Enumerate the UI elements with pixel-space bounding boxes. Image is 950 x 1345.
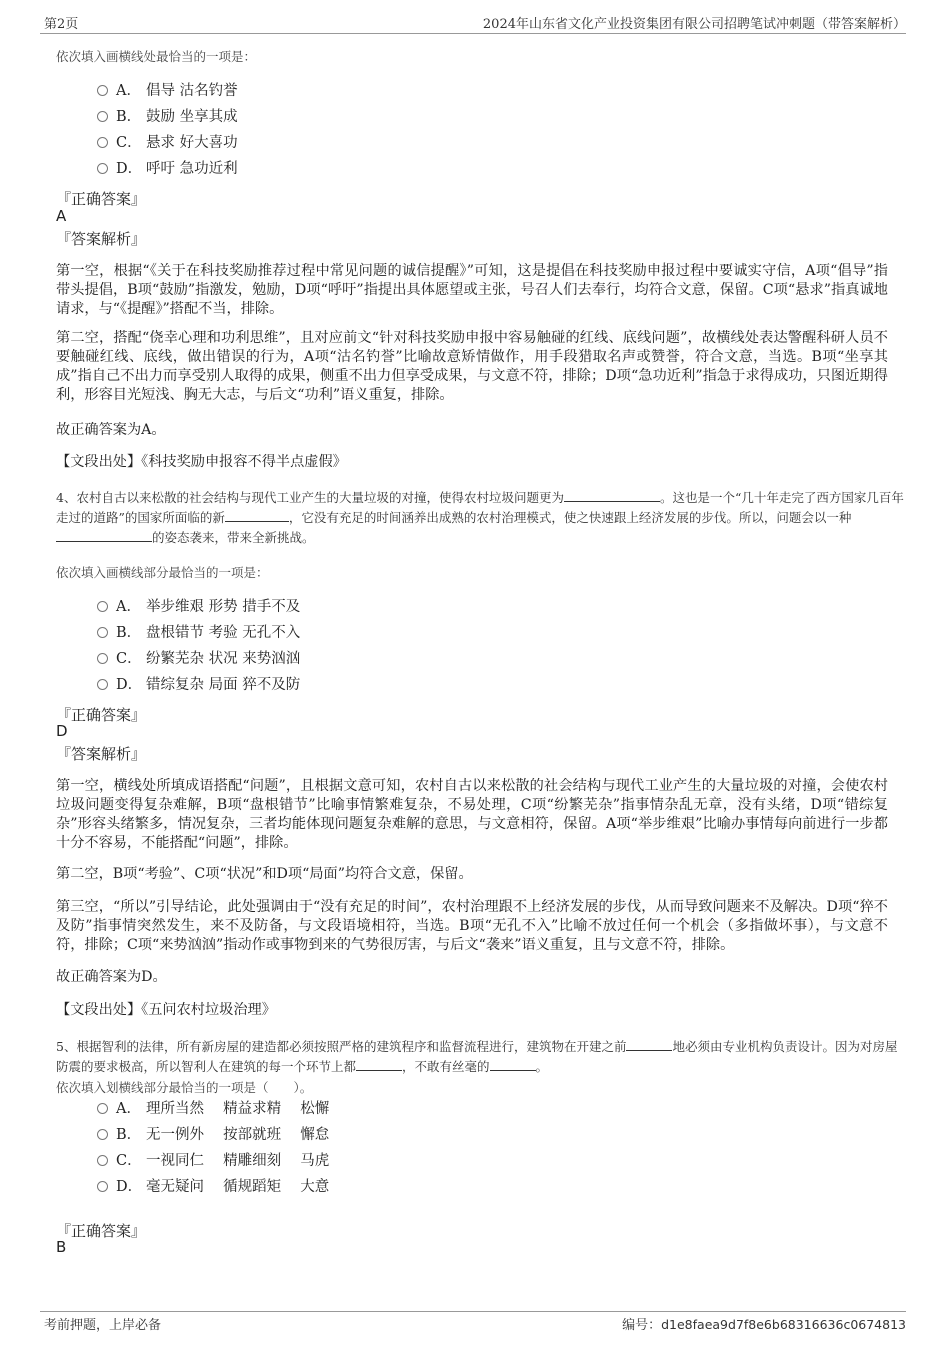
page-number: 第2页: [44, 17, 79, 32]
q4-analysis-para-4: 故正确答案为D。: [56, 969, 167, 985]
radio-icon[interactable]: [97, 85, 108, 96]
q3-answer: A: [56, 207, 67, 225]
q4-analysis-para-3: 第三空，“所以”引导结论，此处强调由于“没有充足的时间”，农村治理跟不上经济发展的步伐，从而导致问题来不及解决。D项“猝不及防”指事情突然发生，来不及防备，与文段语境相符，当选。B项“无孔不入”比喻不放过任何一个机会（多指做坏事），与文意不符，排除；C项“来势汹汹”指动作或事物到来的气势很厉害，与后文“袭来”语义重复，且与文意不符，排除。: [56, 899, 888, 953]
q3-option-c[interactable]: C． 悬求 好大喜功: [97, 132, 238, 154]
blank-line: [56, 529, 152, 542]
q4-option-b[interactable]: B． 盘根错节 考验 无孔不入: [97, 622, 300, 644]
radio-icon[interactable]: [97, 1129, 108, 1140]
q5-prompt: 依次填入划横线部分最恰当的一项是（ ）。: [56, 1080, 313, 1095]
q3-option-d[interactable]: D． 呼吁 急功近利: [97, 158, 238, 180]
radio-icon[interactable]: [97, 601, 108, 612]
answer-label: 『正确答案』: [56, 706, 147, 724]
q3-option-b[interactable]: B． 鼓励 坐享其成: [97, 106, 238, 128]
document-title: 2024年山东省文化产业投资集团有限公司招聘笔试冲刺题（带答案解析）: [482, 17, 906, 32]
radio-icon[interactable]: [97, 1103, 108, 1114]
q3-option-a[interactable]: A． 倡导 沽名钓誉: [97, 80, 238, 102]
blank-line: [490, 1058, 536, 1071]
answer-label: 『正确答案』: [56, 190, 147, 208]
radio-icon[interactable]: [97, 653, 108, 664]
q5-option-d[interactable]: D． 毫无疑问 循规蹈矩 大意: [97, 1176, 329, 1198]
blank-line: [626, 1038, 672, 1051]
q4-analysis-para-2: 第二空，B项“考验”、C项“状况”和D项“局面”均符合文意，保留。: [56, 866, 473, 882]
analysis-label: 『答案解析』: [56, 230, 147, 248]
q3-prompt: 依次填入画横线处最恰当的一项是：: [56, 49, 257, 64]
q4-source: 【文段出处】《五问农村垃圾治理》: [56, 1002, 276, 1018]
q5-answer: B: [56, 1238, 67, 1256]
q3-analysis-para-3: 故正确答案为A。: [56, 422, 166, 438]
q4-analysis-para-1: 第一空，横线处所填成语搭配“问题”，且根据文意可知，农村自古以来松散的社会结构与现代工业产生的大量垃圾的对撞，会使农村垃圾问题变得复杂难解，B项“盘根错节”比喻事情繁难复杂，不易处理，C项“纷繁芜杂”指事情杂乱无章，没有头绪，D项“错综复杂”形容头绪繁多，情况复杂，三者均能体现问题复杂难解的意思，与文意相符，保留。A项“举步维艰”比喻办事情每向前进行一步都十分不容易，不能搭配“问题”，排除。: [56, 778, 888, 851]
q5-option-c[interactable]: C． 一视同仁 精雕细刻 马虎: [97, 1150, 329, 1172]
blank-line: [564, 489, 660, 502]
radio-icon[interactable]: [97, 1181, 108, 1192]
q4-prompt: 依次填入画横线部分最恰当的一项是：: [56, 565, 269, 580]
radio-icon[interactable]: [97, 679, 108, 690]
q3-analysis-para-1: 第一空，根据“《关于在科技奖励推荐过程中常见问题的诚信提醒》”可知，这是提倡在科技奖励申报过程中要诚实守信，A项“倡导”指带头提倡，B项“鼓励”指激发，勉励，D项“呼吁”指提出具体愿望或主张，号召人们去奉行，均符合文意，保留。C项“悬求”指真诚地请求，与“《提醒》”搭配不当，排除。: [56, 263, 888, 317]
q4-answer: D: [56, 722, 68, 740]
footer-divider: [40, 1311, 906, 1312]
q3-analysis-para-2: 第二空，搭配“侥幸心理和功利思维”，且对应前文“针对科技奖励申报中容易触碰的红线、底线问题”，故横线处表达警醒科研人员不要触碰红线、底线，做出错误的行为，A项“沽名钓誉”比喻故意矫情做作，用手段猎取名声或赞誉，符合文意，当选。B项“坐享其成”指自己不出力而享受别人取得的成果，侧重不出力但享受成果，与文意不符，排除；D项“急功近利”指急于求得成功，只图近期得利，形容目光短浅、胸无大志，与后文“功利”语义重复，排除。: [56, 330, 888, 403]
radio-icon[interactable]: [97, 163, 108, 174]
blank-line: [356, 1058, 402, 1071]
radio-icon[interactable]: [97, 137, 108, 148]
radio-icon[interactable]: [97, 627, 108, 638]
q4-stem: 4、农村自古以来松散的社会结构与现代工业产生的大量垃圾的对撞，使得农村垃圾问题更为 。这也是一个“几十年走完了西方国家几百年走过的道路”的国家所面临的新 ，它没有充足的时间涵养出成熟的农村治理模式，使之快速跟上经济发展的步伐。所以，问题会以一种的姿态袭来，带来全新挑战。: [56, 490, 904, 545]
q5-option-a[interactable]: A． 理所当然 精益求精 松懈: [97, 1098, 329, 1120]
analysis-label: 『答案解析』: [56, 745, 147, 763]
radio-icon[interactable]: [97, 111, 108, 122]
blank-line: [225, 509, 289, 522]
header-divider: [40, 33, 906, 34]
footer-slogan: 考前押题，上岸必备: [44, 1318, 162, 1333]
radio-icon[interactable]: [97, 1155, 108, 1166]
q5-option-b[interactable]: B． 无一例外 按部就班 懈怠: [97, 1124, 329, 1146]
q4-option-d[interactable]: D． 错综复杂 局面 猝不及防: [97, 674, 300, 696]
q5-stem: 5、根据智利的法律，所有新房屋的建造都必须按照严格的建筑程序和监督流程进行，建筑物在开建之前 地必须由专业机构负责设计。因为对房屋防震的要求极高，所以智利人在建筑的每一个环节上都 ，不敢有丝毫的 。: [56, 1039, 898, 1074]
q4-option-a[interactable]: A． 举步维艰 形势 措手不及: [97, 596, 300, 618]
document-code: 编号：d1e8faea9d7f8e6b68316636c0674813: [622, 1317, 906, 1333]
q3-source: 【文段出处】《科技奖励申报容不得半点虚假》: [56, 454, 347, 470]
answer-label: 『正确答案』: [56, 1222, 147, 1240]
q4-option-c[interactable]: C． 纷繁芜杂 状况 来势汹汹: [97, 648, 300, 670]
